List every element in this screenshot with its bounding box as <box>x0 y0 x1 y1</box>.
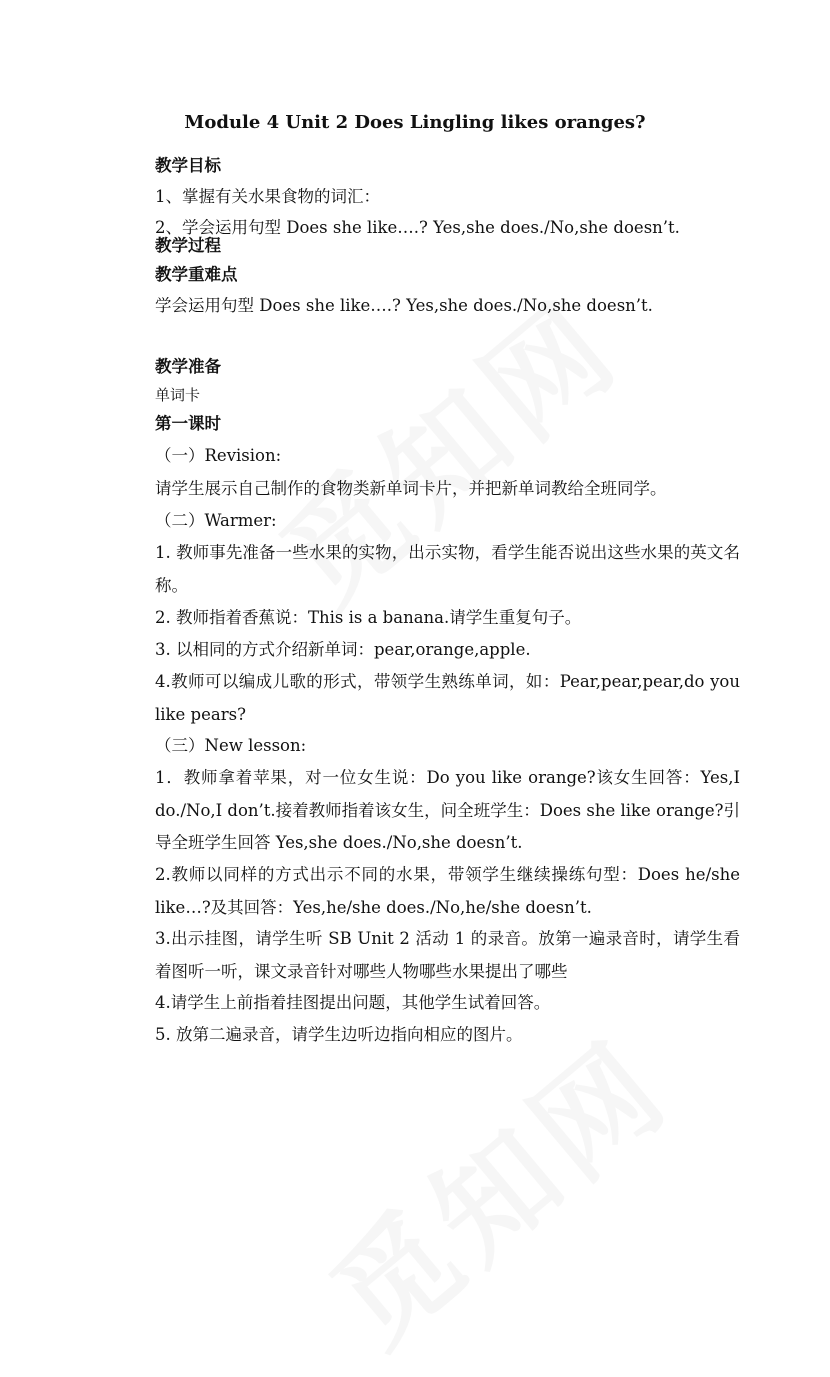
new-lesson-step-1: 1．教师拿着苹果，对一位女生说：Do you like orange?该女生回答：Yes,I do./No,I don’t.接着教师指着该女生，问全班学生：Does she like orange?引导全班学生回答 Yes,she does./No,she doesn’t. <box>155 768 740 852</box>
preparation-heading: 教学准备 <box>155 357 221 376</box>
goals-heading: 教学目标 <box>155 156 221 175</box>
warmer-heading: （二）Warmer: <box>155 511 277 530</box>
key-points-text: 学会运用句型 Does she like….? Yes,she does./No,she doesn’t. <box>155 296 653 315</box>
document-title: Module 4 Unit 2 Does Lingling likes oranges? <box>184 112 646 133</box>
new-lesson-step-5: 5. 放第二遍录音，请学生边听边指向相应的图片。 <box>155 1025 523 1044</box>
new-lesson-step-3: 3.出示挂图，请学生听 SB Unit 2 活动 1 的录音。放第一遍录音时，请学生看着图听一听，课文录音针对哪些人物哪些水果提出了哪些 <box>155 929 740 981</box>
warmer-step-1: 1. 教师事先准备一些水果的实物，出示实物，看学生能否说出这些水果的英文名称。 <box>155 543 740 595</box>
new-lesson-step-2: 2.教师以同样的方式出示不同的水果，带领学生继续操练句型：Does he/she like…?及其回答：Yes,he/she does./No,he/she doesn’t. <box>155 865 740 917</box>
goal-2: 2、学会运用句型 Does she like….? Yes,she does./No,she doesn’t. <box>155 218 680 237</box>
new-lesson-heading: （三）New lesson: <box>155 736 307 755</box>
new-lesson-step-4: 4.请学生上前指着挂图提出问题，其他学生试着回答。 <box>155 993 551 1012</box>
warmer-step-3: 3. 以相同的方式介绍新单词：pear,orange,apple. <box>155 640 531 659</box>
key-points-heading: 教学重难点 <box>155 265 238 284</box>
preparation-text: 单词卡 <box>155 386 201 404</box>
revision-heading: （一）Revision: <box>155 446 282 465</box>
warmer-step-4: 4.教师可以编成儿歌的形式，带领学生熟练单词，如：Pear,pear,pear,do you like pears? <box>155 672 740 724</box>
goal-1: 1、掌握有关水果食物的词汇： <box>155 187 380 206</box>
watermark <box>290 995 699 1377</box>
revision-text: 请学生展示自己制作的食物类新单词卡片，并把新单词教给全班同学。 <box>155 479 667 498</box>
process-heading: 教学过程 <box>155 236 221 255</box>
lesson-heading: 第一课时 <box>155 414 221 433</box>
warmer-step-2: 2. 教师指着香蕉说：This is a banana.请学生重复句子。 <box>155 608 582 627</box>
